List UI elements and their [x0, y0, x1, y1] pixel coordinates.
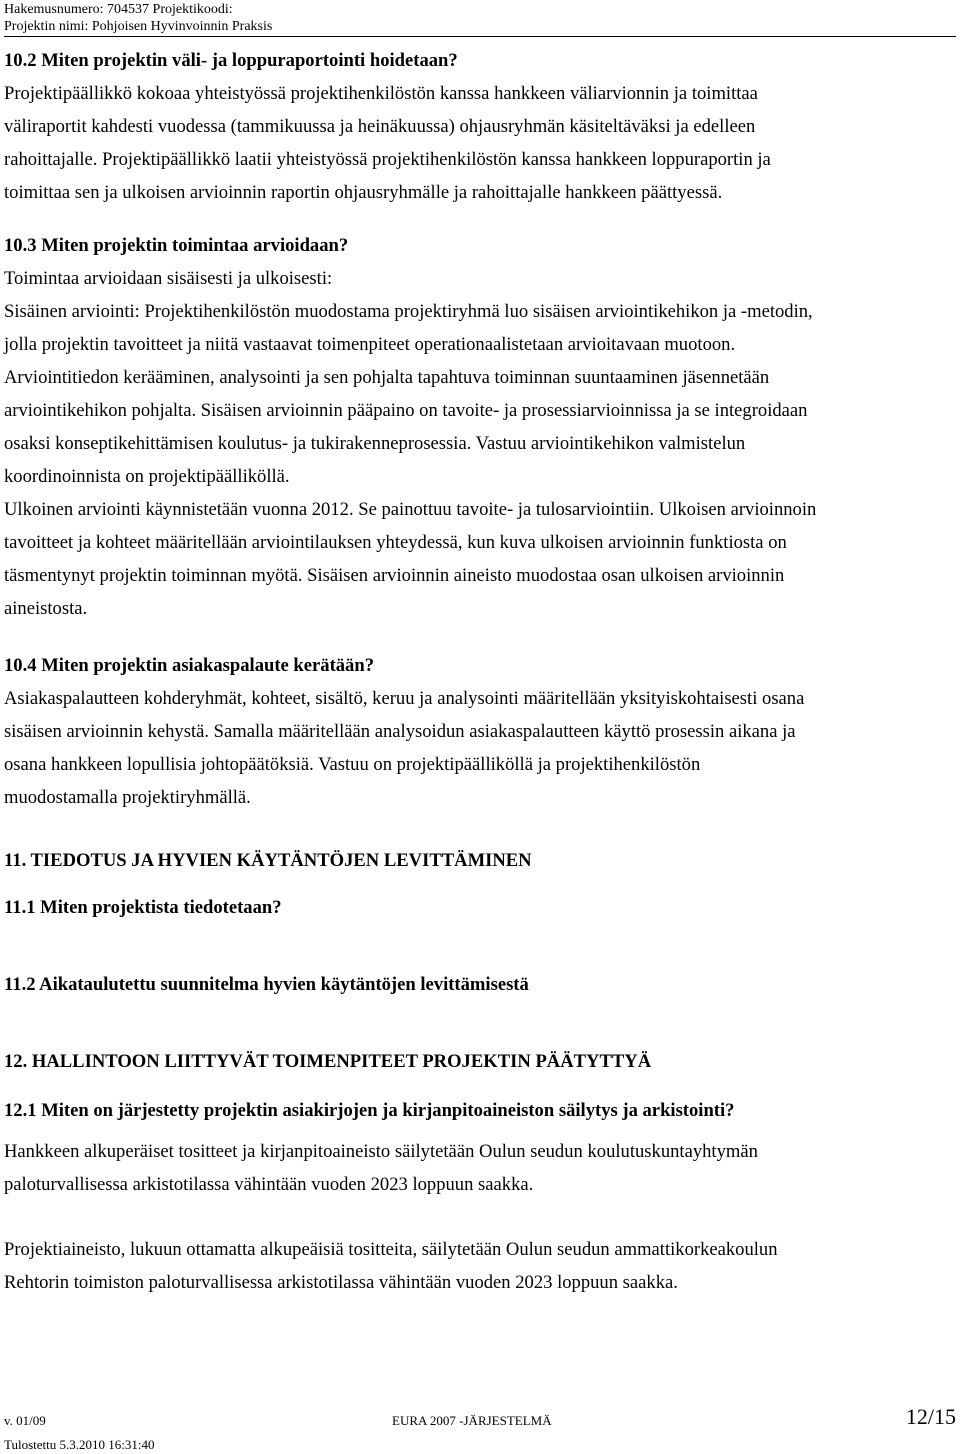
- s10-3-line: tavoitteet ja kohteet määritellään arviointilauksen yhteydessä, kun kuva ulkoisen arvioinnin funktiosta on: [4, 532, 787, 553]
- s10-3-line: Sisäinen arviointi: Projektihenkilöstön muodostama projektiryhmä luo sisäisen arviointikehikon ja -metodin,: [4, 301, 813, 322]
- heading-11-1: 11.1 Miten projektista tiedotetaan?: [4, 897, 282, 918]
- s10-4-line: muodostamalla projektiryhmällä.: [4, 787, 251, 808]
- s10-3-line: koordinoinnista on projektipäälliköllä.: [4, 466, 290, 487]
- s10-2-line: toimittaa sen ja ulkoisen arvioinnin raportin ohjausryhmälle ja rahoittajalle hankkeen päättyessä.: [4, 182, 723, 203]
- page-header: [4, 1, 956, 35]
- s10-3-line: täsmentynyt projektin toiminnan myötä. Sisäisen arvioinnin aineisto muodostaa osan ulkoisen arvioinnin: [4, 565, 785, 586]
- header-application-line: Hakemusnumero: 704537 Projektikoodi:: [4, 2, 233, 17]
- spacer: [4, 1127, 958, 1135]
- s10-2-line: rahoittajalle. Projektipäällikkö laatii yhteistyössä projektihenkilöstön kanssa hankkeen loppuraportin ja: [4, 149, 771, 170]
- footer-page-number: 12/15: [905, 1404, 956, 1429]
- footer-print-timestamp: Tulostettu 5.3.2010 16:31:40: [4, 1437, 155, 1452]
- spacer: [4, 814, 958, 844]
- s10-3-line: jolla projektin tavoitteet ja niitä vastaavat toimenpiteet operationaalistetaan arvioitavaan muotoon.: [4, 334, 736, 355]
- footer-system-name: EURA 2007 -JÄRJESTELMÄ: [392, 1413, 552, 1428]
- heading-11: 11. TIEDOTUS JA HYVIEN KÄYTÄNTÖJEN LEVITTÄMINEN: [4, 850, 532, 871]
- heading-10-4: 10.4 Miten projektin asiakaspalaute kerätään?: [4, 655, 374, 676]
- s10-4-line: osana hankkeen lopullisia johtopäätöksiä. Vastuu on projektipäälliköllä ja projektihenkilöstön: [4, 754, 701, 775]
- s10-2-line: Projektipäällikkö kokoaa yhteistyössä projektihenkilöstön kanssa hankkeen väliarvionnin ja toimittaa: [4, 83, 758, 104]
- spacer: [4, 877, 958, 891]
- document-body: [4, 44, 958, 1299]
- s10-3-line: Toimintaa arvioidaan sisäisesti ja ulkoisesti:: [4, 268, 333, 289]
- heading-12-1: 12.1 Miten on järjestetty projektin asiakirjojen ja kirjanpitoaineiston säilytys ja arkistointi?: [4, 1100, 735, 1121]
- s12-1-para2-line: Projektiaineisto, lukuun ottamatta alkupeäisiä tositteita, säilytetään Oulun seudun ammattikorkeakoulun: [4, 1239, 778, 1260]
- s10-2-line: väliraportit kahdesti vuodessa (tammikuussa ja heinäkuussa) ohjausryhmän käsiteltäväksi ja edelleen: [4, 116, 756, 137]
- heading-10-2: 10.2 Miten projektin väli- ja loppuraportointi hoidetaan?: [4, 50, 458, 71]
- heading-12: 12. HALLINTOON LIITTYVÄT TOIMENPITEET PROJEKTIN PÄÄTYTTYÄ: [4, 1051, 652, 1072]
- spacer: [4, 209, 958, 229]
- s10-3-line: Arviointitiedon kerääminen, analysointi ja sen pohjalta tapahtuva toiminnan suuntaaminen jäsennetään: [4, 367, 770, 388]
- s10-3-line: aineistosta.: [4, 598, 88, 619]
- s12-1-para2-line: Rehtorin toimiston paloturvallisessa arkistotilassa vähintään vuoden 2023 loppuun saakka.: [4, 1272, 678, 1293]
- s10-3-line: osaksi konseptikehittämisen koulutus- ja tukirakenneprosessia. Vastuu arviointikehikon valmistelun: [4, 433, 746, 454]
- s12-1-para1-line: paloturvallisessa arkistotilassa vähintään vuoden 2023 loppuun saakka.: [4, 1174, 534, 1195]
- spacer: [4, 924, 958, 968]
- spacer: [4, 1201, 958, 1233]
- heading-11-2: 11.2 Aikataulutettu suunnitelma hyvien käytäntöjen levittämisestä: [4, 974, 529, 995]
- s10-4-line: sisäisen arvioinnin kehystä. Samalla määritellään analysoidun asiakaspalautteen käyttö prosessin aikana ja: [4, 721, 796, 742]
- spacer: [4, 625, 958, 649]
- heading-10-3: 10.3 Miten projektin toimintaa arvioidaan?: [4, 235, 349, 256]
- header-divider: [4, 36, 956, 37]
- spacer: [4, 1078, 958, 1094]
- spacer: [4, 1001, 958, 1045]
- footer-version: v. 01/09: [4, 1413, 46, 1428]
- header-project-name-line: Projektin nimi: Pohjoisen Hyvinvoinnin Praksis: [4, 19, 273, 34]
- s10-3-line: Ulkoinen arviointi käynnistetään vuonna 2012. Se painottuu tavoite- ja tulosarviointiin. Ulkoisen arvioinnoin: [4, 499, 817, 520]
- s10-3-line: arviointikehikon pohjalta. Sisäisen arvioinnin pääpaino on tavoite- ja prosessiarvioinnissa ja se integroidaan: [4, 400, 808, 421]
- s12-1-para1-line: Hankkeen alkuperäiset tositteet ja kirjanpitoaineisto säilytetään Oulun seudun koulutuskuntayhtymän: [4, 1141, 758, 1162]
- s10-4-line: Asiakaspalautteen kohderyhmät, kohteet, sisältö, keruu ja analysointi määritellään yksityiskohtaisesti osana: [4, 688, 805, 709]
